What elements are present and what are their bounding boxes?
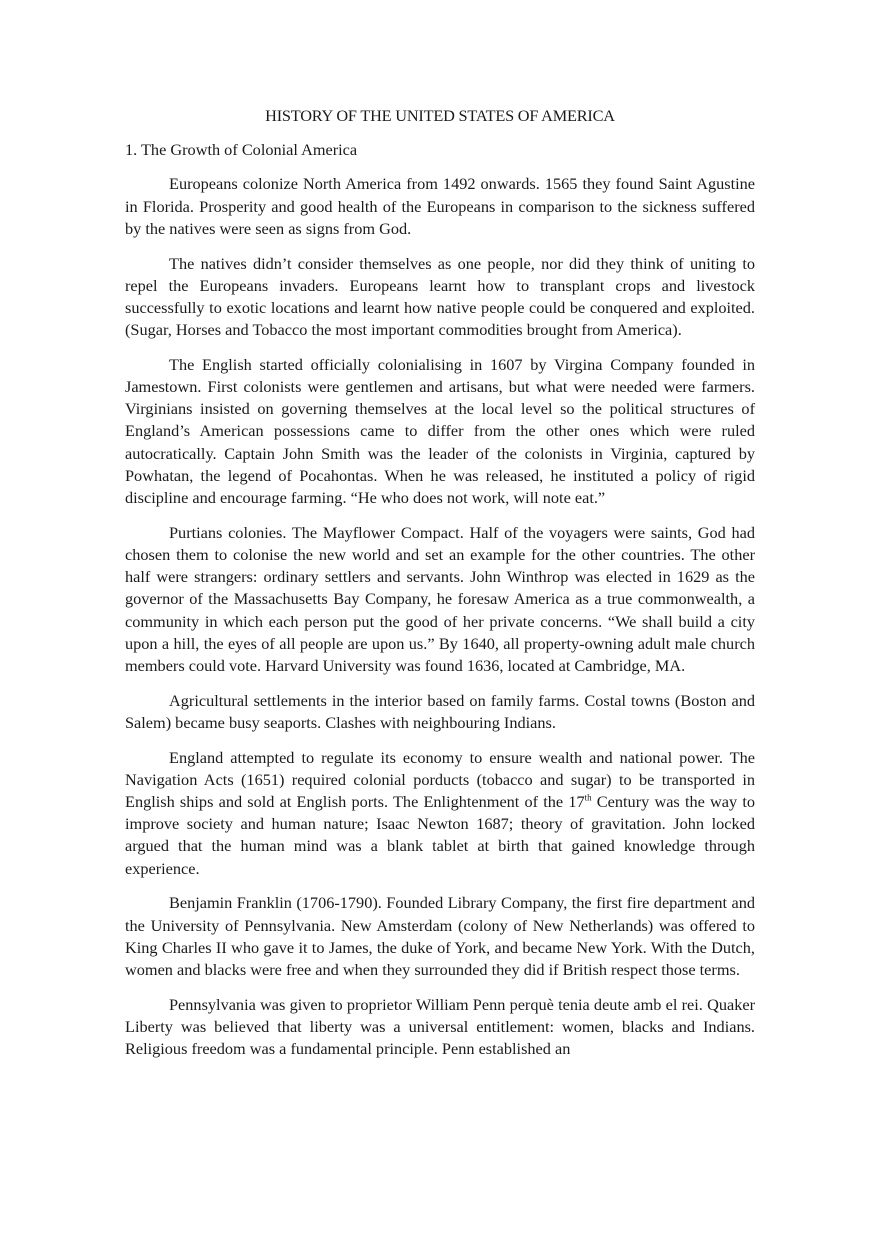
section-heading: 1. The Growth of Colonial America	[125, 140, 358, 160]
document-page	[125, 105, 755, 1060]
paragraph-6-text-after: Century was the way to improve society and human nature; Isaac Newton 1687; theory of gravitation. John locked argued that the human mind was a blank tablet at birth that gained knowledge through experience.	[125, 791, 755, 878]
paragraph-6-text-before: England attempted to regulate its economy to ensure wealth and national power. The Navigation Acts (1651) required colonial porducts (tobacco and sugar) to be transported in English ships and sold at English ports. The Enlightenment of the 17	[125, 747, 755, 811]
paragraph-7: Benjamin Franklin (1706-1790). Founded Library Company, the first fire department and the University of Pennsylvania. New Amsterdam (colony of New Netherlands) was offered to King Charles II who gave it to James, the duke of York, and became New York. With the Dutch, women and blacks were free and when they surrounded they did if British respect those terms.	[125, 893, 755, 979]
paragraph-1: Europeans colonize North America from 1492 onwards. 1565 they found Saint Agustine in Florida. Prosperity and good health of the Europeans in comparison to the sickness suffered by the natives were seen as signs from God.	[125, 174, 755, 238]
paragraph-8: Pennsylvania was given to proprietor William Penn perquè tenia deute amb el rei. Quaker Liberty was believed that liberty was a universal entitlement: women, blacks and Indians. Religious freedom was a fundamental principle. Penn established an	[125, 994, 755, 1059]
paragraph-5: Agricultural settlements in the interior based on family farms. Costal towns (Boston and Salem) became busy seaports. Clashes with neighbouring Indians.	[125, 690, 755, 732]
paragraph-4: Purtians colonies. The Mayflower Compact. Half of the voyagers were saints, God had chosen them to colonise the new world and set an example for the other countries. The other half were strangers: ordinary settlers and servants. John Winthrop was elected in 1629 as the governor of the Massachusetts Bay Company, he foresaw America as a true commonwealth, a community in which each person put the good of her private concerns. “We shall build a city upon a hill, the eyes of all people are upon us.” By 1640, all property-owning adult male church members could vote. Harvard University was found 1636, located at Cambridge, MA.	[125, 522, 755, 675]
paragraph-6	[125, 747, 755, 880]
ordinal-superscript: th	[584, 792, 592, 803]
paragraph-2: The natives didn’t consider themselves as one people, nor did they think of uniting to repel the Europeans invaders. Europeans learnt how to transplant crops and livestock successfully to exotic locations and learnt how native people could be conquered and exploited. (Sugar, Horses and Tobacco the most important commodities brought from America).	[125, 253, 755, 340]
document-title: HISTORY OF THE UNITED STATES OF AMERICA	[265, 106, 615, 125]
paragraph-3: The English started officially colonialising in 1607 by Virgina Company founded in Jamestown. First colonists were gentlemen and artisans, but what were needed were farmers. Virginians insisted on governing themselves at the local level so the political structures of England’s American possessions came to differ from the other ones which were ruled autocratically. Captain John Smith was the leader of the colonists in Virginia, captured by Powhatan, the legend of Pocahontas. When he was released, he instituted a policy of rigid discipline and encourage farming. “He who does not work, will note eat.”	[125, 354, 755, 508]
